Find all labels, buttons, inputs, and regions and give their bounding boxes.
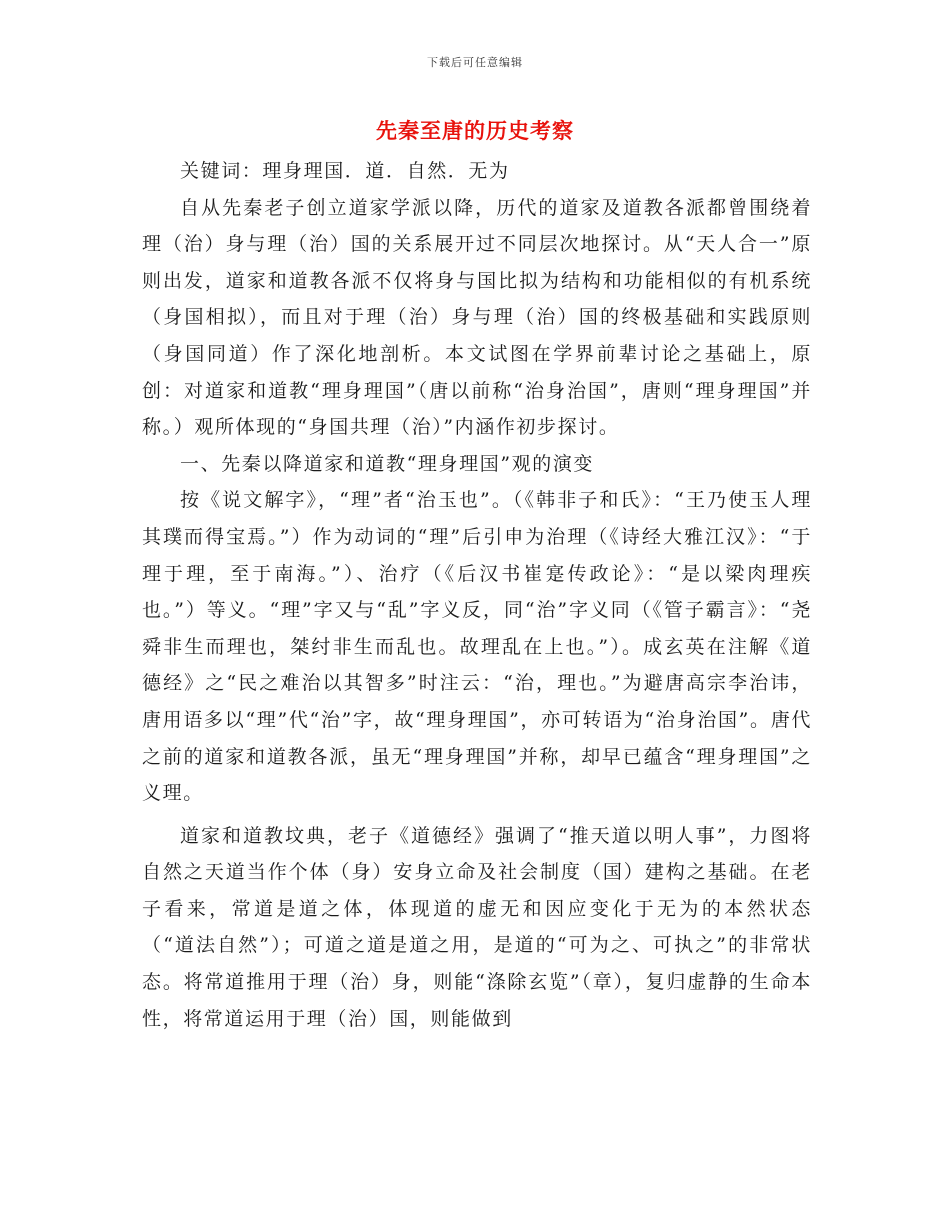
keywords-paragraph: 关键词：理身理国．道．自然．无为	[180, 160, 510, 182]
document-title: 先秦至唐的历史考察	[376, 119, 574, 143]
body-paragraph: 道家和道教坟典，老子《道德经》强调了“推天道以明人事”，力图将自然之天道当作个体（身）安身立命及社会制度（国）建构之基础。在老子看来，常道是道之体，体现道的虚无和因应变化于无为的本然状态（“道法自然”）；可道之道是道之用，是道的“可为之、可执之”的非常状态。将常道推用于理（治）身，则能“涤除玄览”（章），复归虚静的生命本性，将常道运用于理（治）国，则能做到	[142, 824, 812, 1030]
section-heading: 一、先秦以降道家和道教“理身理国”观的演变	[180, 452, 595, 475]
page-header-note: 下载后可任意编辑	[427, 56, 523, 69]
body-paragraph: 按《说文解字》，“理”者“治玉也”。（《韩非子和氏》：“王乃使玉人理其璞而得宝焉。”）作为动词的“理”后引申为治理（《诗经大雅江汉》：“于理于理，至于南海。”）、治疗（《后汉书崔寔传政论》：“是以梁肉理疾也。”）等义。“理”字又与“乱”字义反，同“治”字义同（《管子霸言》：“尧舜非生而理也，桀纣非生而乱也。故理乱在上也。”）。成玄英在注解《道德经》之“民之难治以其智多”时注云：“治，理也。”为避唐高宗李治讳，唐用语多以“理”代“治”字，故“理身理国”，亦可转语为“治身治国”。唐代之前的道家和道教各派，虽无“理身理国”并称，却早已蕴含“理身理国”之义理。	[142, 489, 812, 805]
body-paragraph: 自从先秦老子创立道家学派以降，历代的道家及道教各派都曾围绕着理（治）身与理（治）国的关系展开过不同层次地探讨。从“天人合一”原则出发，道家和道教各派不仅将身与国比拟为结构和功能相似的有机系统（身国相拟），而且对于理（治）身与理（治）国的终极基础和实践原则（身国同道）作了深化地剖析。本文试图在学界前辈讨论之基础上，原创：对道家和道教“理身理国”（唐以前称“治身治国”，唐则“理身理国”并称。）观所体现的“身国共理（治）”内涵作初步探讨。	[142, 196, 812, 439]
document-body	[142, 153, 812, 1037]
